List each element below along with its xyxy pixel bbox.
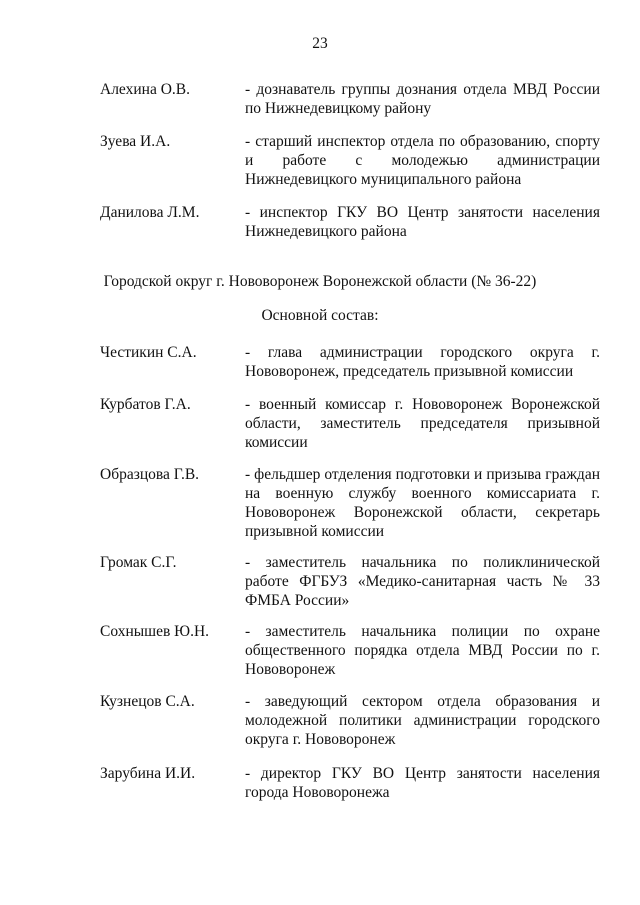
page-number: 23 xyxy=(312,35,328,52)
member-role: - военный комиссар г. Нововоронеж Воронежской области, заместитель председателя призывной комиссии xyxy=(245,396,600,451)
member-name: Честикин С.А. xyxy=(100,344,197,361)
member-role: - заместитель начальника полиции по охране общественного порядка отдела МВД России по г. Нововоронеж xyxy=(245,623,600,678)
member-role: - фельдшер отделения подготовки и призыва граждан на военную службу военного комиссариата г. Нововоронеж Воронежской области, секретарь призывной комиссии xyxy=(245,466,600,540)
member-name: Данилова Л.М. xyxy=(100,204,200,221)
member-name: Кузнецов С.А. xyxy=(100,693,195,710)
member-name: Алехина О.В. xyxy=(100,81,190,98)
member-name: Зуева И.А. xyxy=(100,133,171,150)
member-role: - заместитель начальника по поликлинической работе ФГБУЗ «Медико-санитарная часть № 33 ФМБА России» xyxy=(245,554,600,609)
member-role: - директор ГКУ ВО Центр занятости населения города Нововоронежа xyxy=(245,765,600,801)
member-role: - старший инспектор отдела по образованию, спорту и работе с молодежью администрации Нижнедевицкого муниципального района xyxy=(245,133,600,188)
member-name: Сохнышев Ю.Н. xyxy=(100,623,210,640)
member-name: Образцова Г.В. xyxy=(100,466,200,483)
member-name: Громак С.Г. xyxy=(100,554,177,571)
member-role: - заведующий сектором отдела образования и молодежной политики администрации городского округа г. Нововоронеж xyxy=(245,693,600,748)
member-role: - глава администрации городского округа г. Нововоронеж, председатель призывной комиссии xyxy=(245,344,600,380)
section-subtitle: Основной состав: xyxy=(261,307,379,324)
member-name: Курбатов Г.А. xyxy=(100,396,191,413)
member-role: - инспектор ГКУ ВО Центр занятости населения Нижнедевицкого района xyxy=(245,204,600,240)
member-name: Зарубина И.И. xyxy=(100,765,196,782)
member-role: - дознаватель группы дознания отдела МВД России по Нижнедевицкому району xyxy=(245,81,600,117)
section-title: Городской округ г. Нововоронеж Воронежской области (№ 36-22) xyxy=(103,273,537,290)
